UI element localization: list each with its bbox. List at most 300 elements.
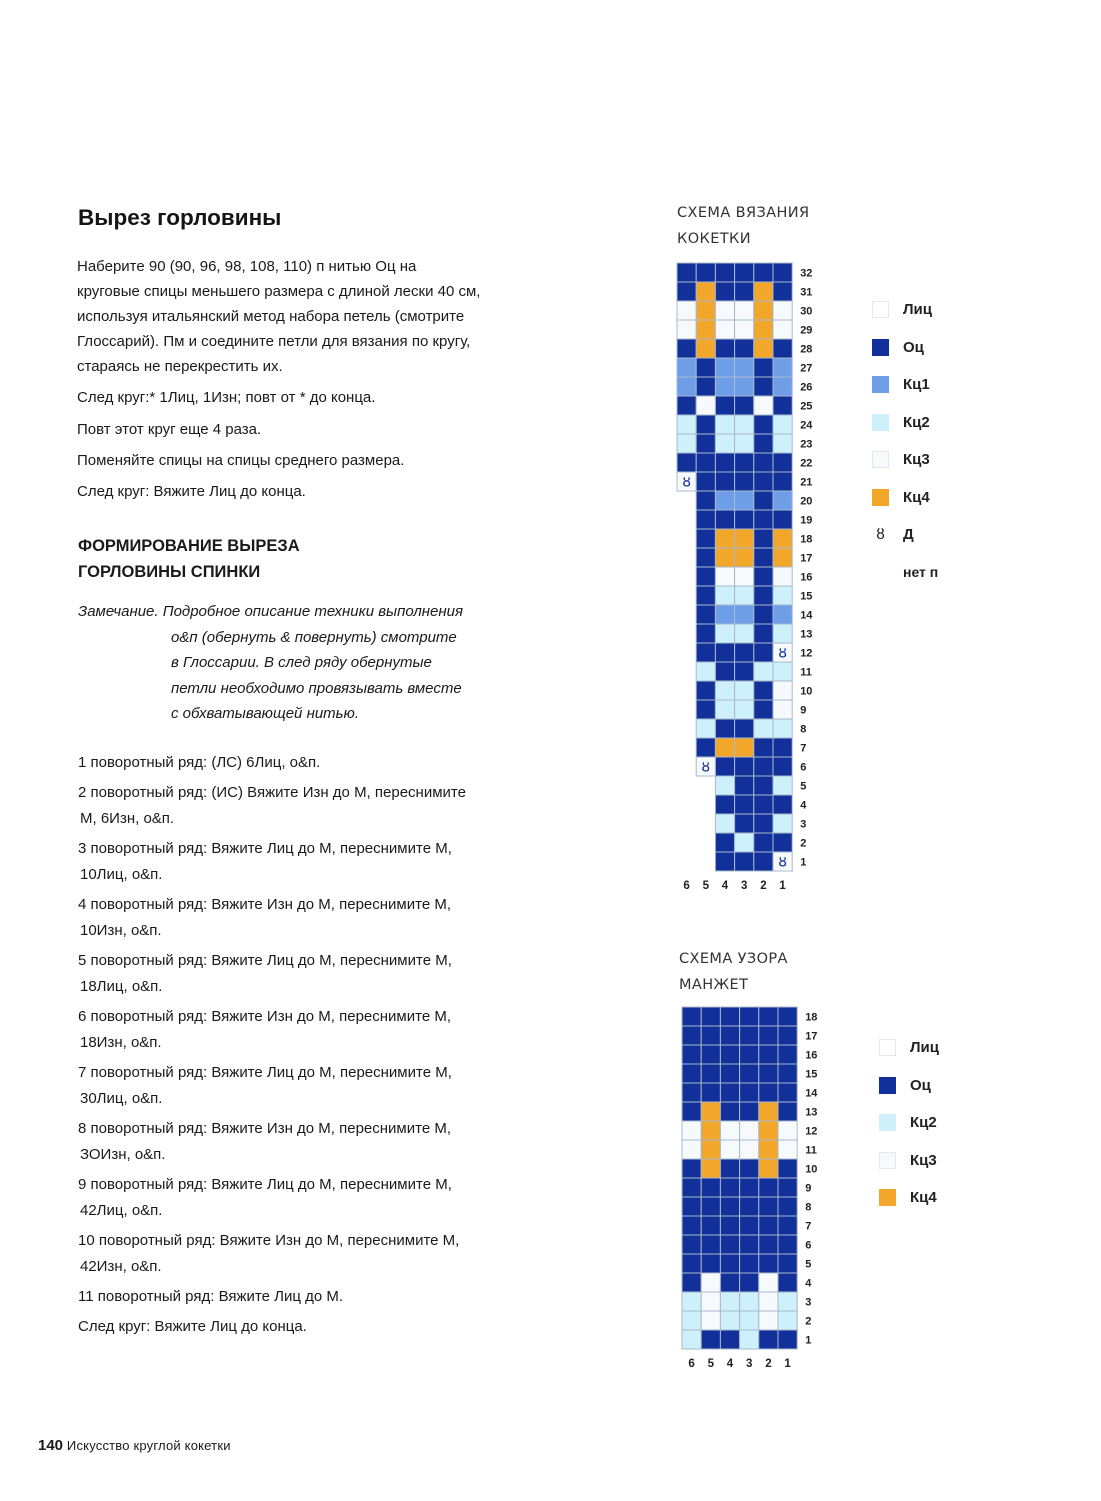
yoke-cell (754, 510, 773, 529)
cuff-legend-item (879, 1104, 939, 1142)
yoke-cell (754, 453, 773, 472)
short-row-line: 8 поворотный ряд: Вяжите Изн до М, переснимите М, (78, 1120, 452, 1137)
yoke-row-label: 10 (800, 685, 813, 698)
yoke-cell (735, 320, 754, 339)
cuff-row-label: 7 (805, 1220, 812, 1233)
subsection-title-line: ФОРМИРОВАНИЕ ВЫРЕЗА (78, 537, 300, 555)
cuff-col-label: 4 (726, 1358, 734, 1370)
closing-instruction: След круг: Вяжите Лиц до конца. (78, 1318, 307, 1335)
yoke-cell (754, 662, 773, 681)
short-row-line: 2 поворотный ряд: (ИС) Вяжите Изн до М, переснимите (78, 784, 466, 801)
cuff-cell (701, 1216, 720, 1235)
short-row-line: 42Лиц, о&п. (80, 1202, 163, 1219)
cuff-cell (720, 1178, 739, 1197)
yoke-cell (696, 453, 715, 472)
yoke-chart (677, 263, 817, 892)
cuff-row-label: 10 (805, 1163, 818, 1176)
cuff-cell (778, 1140, 797, 1159)
cuff-cell (701, 1311, 720, 1330)
yoke-row-label: 7 (800, 742, 807, 755)
cuff-row-label: 18 (805, 1011, 818, 1024)
yoke-legend-item (872, 291, 938, 329)
yoke-cell (754, 757, 773, 776)
yoke-cell (754, 852, 773, 871)
cuff-cell (682, 1273, 701, 1292)
short-row-line: 1 поворотный ряд: (ЛС) 6Лиц, о&п. (78, 754, 321, 771)
cuff-cell (720, 1026, 739, 1045)
yoke-cell (754, 776, 773, 795)
yoke-legend-label: Кц1 (903, 376, 930, 394)
yoke-cell (715, 415, 734, 434)
short-row-line: 4 поворотный ряд: Вяжите Изн до М, переснимите М, (78, 896, 452, 913)
yoke-cell (773, 472, 792, 491)
yoke-row-label: 6 (800, 761, 807, 774)
cuff-col-label: 3 (745, 1358, 753, 1370)
short-row-instruction (78, 1172, 466, 1224)
cuff-cell (759, 1216, 778, 1235)
short-row-instruction (78, 948, 466, 1000)
cuff-cell (682, 1064, 701, 1083)
cuff-cell (740, 1007, 759, 1026)
yoke-cell (715, 263, 734, 282)
yoke-cell (773, 757, 792, 776)
instruction-line: Повт этот круг еще 4 раза. (77, 421, 262, 438)
yoke-cell (773, 358, 792, 377)
yoke-cell (735, 358, 754, 377)
yoke-cell (773, 548, 792, 567)
yoke-cell (696, 263, 715, 282)
yoke-cell (715, 320, 734, 339)
yoke-cell (696, 358, 715, 377)
cuff-cell (682, 1235, 701, 1254)
yoke-cell (677, 282, 696, 301)
short-row-instruction (78, 1116, 466, 1168)
cuff-chart (682, 1007, 822, 1372)
cuff-legend-label: Кц3 (910, 1151, 937, 1169)
yoke-row-label: 14 (800, 609, 813, 622)
cuff-row-label: 16 (805, 1049, 818, 1062)
yoke-row-label: 20 (800, 495, 813, 508)
cuff-col-label: 1 (784, 1358, 791, 1370)
cuff-cell (740, 1178, 759, 1197)
yoke-cell (696, 339, 715, 358)
yoke-cell (677, 377, 696, 396)
subsection-title (78, 533, 300, 585)
cuff-cell (701, 1102, 720, 1121)
yoke-row-label: 8 (800, 723, 807, 736)
yoke-cell (773, 624, 792, 643)
short-row-line: 6 поворотный ряд: Вяжите Изн до М, переснимите М, (78, 1008, 452, 1025)
yoke-row-label: 25 (800, 400, 813, 413)
yoke-cell (773, 434, 792, 453)
yoke-legend-label: Кц4 (903, 488, 930, 506)
yoke-legend-label: Лиц (903, 301, 932, 319)
yoke-cell (773, 282, 792, 301)
cuff-legend-swatch (879, 1189, 896, 1206)
yoke-row-label: 28 (800, 343, 813, 356)
cuff-cell (682, 1311, 701, 1330)
cuff-legend-label: Оц (910, 1076, 931, 1094)
yoke-cell (735, 396, 754, 415)
short-row-line: 10Лиц, о&п. (80, 866, 163, 883)
cuff-legend-label: Лиц (910, 1039, 939, 1057)
yoke-cell (773, 719, 792, 738)
yoke-cell (735, 624, 754, 643)
yoke-cell (735, 434, 754, 453)
yoke-legend-item (872, 366, 938, 404)
yoke-cell (735, 472, 754, 491)
yoke-decrease-symbol: ȣ (701, 759, 711, 776)
yoke-row-label: 4 (800, 799, 807, 812)
cuff-chart-title-line: МАНЖЕТ (679, 977, 749, 993)
yoke-cell (773, 738, 792, 757)
yoke-cell (773, 339, 792, 358)
yoke-cell (696, 548, 715, 567)
cuff-cell (778, 1178, 797, 1197)
cuff-row-label: 14 (805, 1087, 818, 1100)
cuff-cell (759, 1197, 778, 1216)
cuff-legend-item (879, 1067, 939, 1105)
yoke-cell (773, 491, 792, 510)
yoke-cell (735, 510, 754, 529)
short-row-line: М, 6Изн, о&п. (80, 810, 175, 827)
yoke-legend-item (872, 516, 938, 554)
cuff-row-label: 2 (805, 1315, 812, 1328)
yoke-cell (715, 396, 734, 415)
intro-line: Наберите 90 (90, 96, 98, 108, 110) п нитью Оц на (77, 258, 417, 275)
yoke-cell (773, 263, 792, 282)
yoke-legend-item (872, 554, 938, 592)
cuff-cell (740, 1254, 759, 1273)
cuff-cell (720, 1216, 739, 1235)
cuff-cell (759, 1330, 778, 1349)
yoke-cell (735, 795, 754, 814)
short-row-line: 3 поворотный ряд: Вяжите Лиц до М, переснимите М, (78, 840, 452, 857)
page-footer (38, 1437, 231, 1454)
yoke-cell (696, 415, 715, 434)
cuff-cell (682, 1178, 701, 1197)
page-number: 140 (38, 1437, 64, 1454)
yoke-cell (696, 700, 715, 719)
yoke-row-label: 19 (800, 514, 813, 527)
short-row-line: 18Изн, о&п. (80, 1034, 162, 1051)
note-line: Замечание. Подробное описание техники выполнения (78, 603, 463, 620)
yoke-cell (773, 415, 792, 434)
cuff-cell (720, 1235, 739, 1254)
cuff-legend-swatch (879, 1152, 896, 1169)
yoke-cell (677, 320, 696, 339)
yoke-row-label: 32 (800, 267, 813, 280)
yoke-cell (735, 586, 754, 605)
cuff-legend-swatch (879, 1114, 896, 1131)
cuff-chart-title-line: СХЕМА УЗОРА (679, 951, 788, 967)
subsection-title-line: ГОРЛОВИНЫ СПИНКИ (78, 563, 261, 581)
yoke-cell (677, 434, 696, 453)
yoke-cell (696, 396, 715, 415)
yoke-cell (754, 320, 773, 339)
cuff-cell (720, 1102, 739, 1121)
yoke-cell (773, 301, 792, 320)
cuff-cell (740, 1216, 759, 1235)
cuff-cell (778, 1159, 797, 1178)
short-row-line: ЗОИзн, о&п. (80, 1146, 166, 1163)
yoke-decrease-symbol: ȣ (778, 854, 787, 871)
yoke-legend-swatch (872, 489, 889, 506)
cuff-cell (701, 1121, 720, 1140)
yoke-cell (696, 301, 715, 320)
cuff-cell (740, 1292, 759, 1311)
cuff-cell (759, 1178, 778, 1197)
note-line: с обхватывающей нитью. (171, 705, 359, 722)
yoke-cell (715, 377, 734, 396)
yoke-cell (677, 263, 696, 282)
yoke-cell (677, 415, 696, 434)
cuff-cell (682, 1045, 701, 1064)
cuff-cell (778, 1045, 797, 1064)
cuff-cell (682, 1121, 701, 1140)
yoke-legend-swatch (872, 339, 889, 356)
cuff-cell (778, 1292, 797, 1311)
yoke-cell (715, 529, 734, 548)
yoke-cell (696, 472, 715, 491)
cuff-cell (759, 1064, 778, 1083)
yoke-row-label: 3 (800, 818, 807, 831)
short-row-instruction (78, 780, 466, 832)
yoke-cell (696, 282, 715, 301)
cuff-cell (701, 1083, 720, 1102)
cuff-cell (682, 1026, 701, 1045)
yoke-cell (773, 320, 792, 339)
yoke-cell (754, 529, 773, 548)
yoke-cell (696, 434, 715, 453)
yoke-cell (754, 681, 773, 700)
cuff-cell (778, 1026, 797, 1045)
yoke-cell (754, 833, 773, 852)
yoke-row-label: 16 (800, 571, 813, 584)
intro-line: используя итальянский метод набора петель (смотрите (77, 308, 465, 325)
yoke-cell (715, 776, 734, 795)
cuff-cell (682, 1216, 701, 1235)
yoke-cell (754, 491, 773, 510)
cuff-cell (682, 1102, 701, 1121)
yoke-legend-swatch (872, 301, 889, 318)
yoke-cell (773, 681, 792, 700)
yoke-cell (715, 301, 734, 320)
yoke-row-label: 22 (800, 457, 813, 470)
cuff-cell (682, 1254, 701, 1273)
yoke-cell (735, 529, 754, 548)
yoke-row-label: 17 (800, 552, 813, 565)
yoke-legend-label: Кц2 (903, 413, 930, 431)
cuff-legend-swatch (879, 1077, 896, 1094)
yoke-cell (696, 586, 715, 605)
cuff-cell (701, 1045, 720, 1064)
yoke-legend-swatch (872, 451, 889, 468)
yoke-cell (773, 795, 792, 814)
yoke-cell (773, 377, 792, 396)
instruction-line: След круг: Вяжите Лиц до конца. (77, 483, 306, 500)
yoke-cell (677, 396, 696, 415)
yoke-cell (735, 852, 754, 871)
yoke-cell (754, 396, 773, 415)
cuff-chart-title (679, 946, 788, 998)
yoke-cell (754, 377, 773, 396)
cuff-cell (778, 1083, 797, 1102)
cuff-cell (740, 1064, 759, 1083)
short-row-line: 42Изн, о&п. (80, 1258, 162, 1275)
yoke-cell (773, 453, 792, 472)
intro-paragraph (77, 254, 537, 379)
intro-line: Глоссарий). Пм и соедините петли для вязания по кругу, (77, 333, 471, 350)
yoke-cell (715, 510, 734, 529)
yoke-cell (677, 358, 696, 377)
yoke-cell (677, 453, 696, 472)
cuff-cell (740, 1273, 759, 1292)
yoke-legend-swatch (872, 376, 889, 393)
cuff-cell (759, 1140, 778, 1159)
yoke-cell (754, 738, 773, 757)
cuff-legend-label: Кц4 (910, 1189, 937, 1207)
cuff-cell (759, 1102, 778, 1121)
yoke-cell (715, 700, 734, 719)
yoke-cell (754, 567, 773, 586)
yoke-legend-item (872, 404, 938, 442)
yoke-cell (715, 358, 734, 377)
yoke-cell (696, 681, 715, 700)
yoke-cell (715, 662, 734, 681)
cuff-cell (740, 1140, 759, 1159)
cuff-cell (682, 1330, 701, 1349)
cuff-row-label: 6 (805, 1239, 812, 1252)
cuff-cell (701, 1235, 720, 1254)
yoke-legend-label: Д (903, 526, 914, 544)
yoke-cell (754, 814, 773, 833)
short-row-line: 5 поворотный ряд: Вяжите Лиц до М, переснимите М, (78, 952, 452, 969)
yoke-legend-item (872, 479, 938, 517)
cuff-cell (720, 1064, 739, 1083)
intro-line: круговые спицы меньшего размера с длиной лески 40 см, (77, 283, 481, 300)
yoke-chart-title-line: КОКЕТКИ (677, 231, 751, 247)
cuff-cell (682, 1159, 701, 1178)
yoke-cell (735, 301, 754, 320)
cuff-cell (740, 1026, 759, 1045)
short-row-instruction (78, 1228, 466, 1280)
yoke-cell (696, 624, 715, 643)
cuff-cell (740, 1102, 759, 1121)
yoke-cell (696, 719, 715, 738)
yoke-cell (754, 643, 773, 662)
yoke-cell (754, 358, 773, 377)
cuff-cell (720, 1045, 739, 1064)
yoke-cell (754, 415, 773, 434)
yoke-cell (696, 320, 715, 339)
note-line: в Глоссарии. В след ряду обернутые (171, 654, 432, 671)
yoke-cell (773, 529, 792, 548)
cuff-cell (740, 1330, 759, 1349)
yoke-cell (696, 529, 715, 548)
yoke-cell (754, 605, 773, 624)
yoke-cell (715, 795, 734, 814)
yoke-cell (754, 795, 773, 814)
cuff-cell (740, 1083, 759, 1102)
cuff-cell (759, 1007, 778, 1026)
cuff-row-label: 8 (805, 1201, 812, 1214)
yoke-cell (735, 738, 754, 757)
yoke-row-label: 31 (800, 286, 813, 299)
cuff-row-label: 13 (805, 1106, 818, 1119)
short-row-instruction (78, 1284, 466, 1310)
yoke-cell (735, 548, 754, 567)
cuff-cell (701, 1140, 720, 1159)
cuff-cell (759, 1083, 778, 1102)
yoke-cell (696, 662, 715, 681)
cuff-cell (740, 1045, 759, 1064)
cuff-row-label: 17 (805, 1030, 818, 1043)
yoke-cell (715, 491, 734, 510)
cuff-cell (759, 1273, 778, 1292)
yoke-cell (754, 586, 773, 605)
short-row-instruction (78, 892, 466, 944)
yoke-cell (735, 491, 754, 510)
cuff-cell (701, 1064, 720, 1083)
yoke-cell (735, 719, 754, 738)
cuff-cell (701, 1007, 720, 1026)
cuff-legend-item (879, 1029, 939, 1067)
cuff-cell (682, 1292, 701, 1311)
cuff-legend-item (879, 1179, 939, 1217)
yoke-cell (677, 339, 696, 358)
yoke-row-label: 2 (800, 837, 807, 850)
cuff-legend-label: Кц2 (910, 1114, 937, 1132)
yoke-cell (715, 624, 734, 643)
cuff-col-label: 2 (765, 1358, 772, 1370)
decrease-icon: ȣ (876, 526, 885, 544)
yoke-col-label: 3 (740, 880, 748, 892)
cuff-cell (720, 1159, 739, 1178)
yoke-row-label: 12 (800, 647, 813, 660)
cuff-cell (759, 1045, 778, 1064)
yoke-row-label: 30 (800, 305, 813, 318)
yoke-row-label: 21 (800, 476, 813, 489)
cuff-cell (720, 1007, 739, 1026)
yoke-cell (735, 776, 754, 795)
yoke-row-label: 23 (800, 438, 813, 451)
short-row-line: 7 поворотный ряд: Вяжите Лиц до М, переснимите М, (78, 1064, 452, 1081)
note-line: о&п (обернуть & повернуть) смотрите (171, 628, 457, 646)
yoke-cell (715, 833, 734, 852)
short-row-instruction (78, 1004, 466, 1056)
yoke-row-label: 13 (800, 628, 813, 641)
yoke-col-label: 4 (721, 880, 729, 892)
yoke-legend-label: нет п (903, 564, 939, 581)
cuff-cell (682, 1140, 701, 1159)
cuff-cell (778, 1254, 797, 1273)
yoke-cell (735, 377, 754, 396)
short-row-line: 9 поворотный ряд: Вяжите Лиц до М, переснимите М, (78, 1176, 452, 1193)
yoke-cell (696, 510, 715, 529)
yoke-cell (715, 814, 734, 833)
yoke-cell (754, 282, 773, 301)
cuff-cell (701, 1273, 720, 1292)
yoke-row-label: 1 (800, 856, 807, 869)
yoke-cell (735, 567, 754, 586)
yoke-cell (754, 434, 773, 453)
cuff-cell (701, 1159, 720, 1178)
short-row-instruction (78, 750, 466, 776)
cuff-row-label: 1 (805, 1334, 812, 1347)
cuff-cell (701, 1254, 720, 1273)
cuff-cell (720, 1311, 739, 1330)
